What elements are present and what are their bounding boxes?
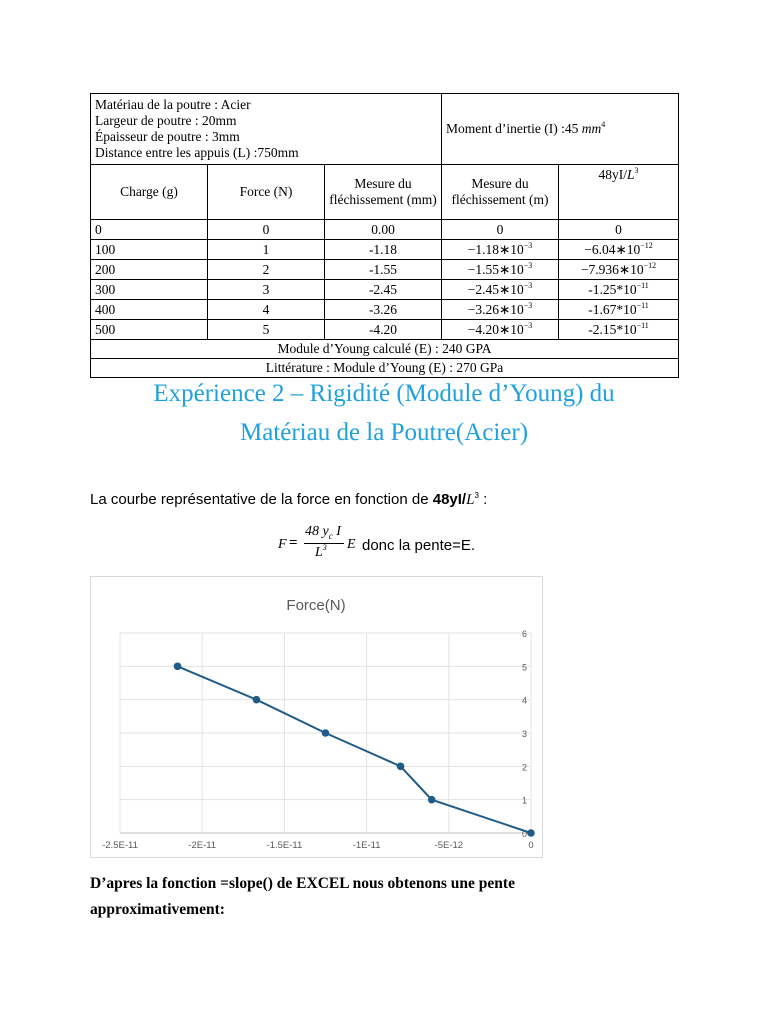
moment-cell [442,94,679,165]
cell-value: -4.20 [368,321,398,337]
footer-calculated: Module d’Young calculé (E) : 240 GPA [91,340,679,359]
cell-exponent: −3 [523,300,533,310]
table-row [91,240,679,260]
formula-num-main: 48 y [305,524,329,539]
cell-value: 300 [95,281,116,297]
cell-r [559,300,679,320]
y-tick-label: 6 [521,629,527,639]
cell-charge [91,280,208,300]
cell-exponent: −11 [636,300,649,310]
cell-exponent: −12 [640,240,653,250]
y-tick-label: 4 [521,695,527,706]
table-row [91,260,679,280]
table-row [91,320,679,340]
info-material: Matériau de la poutre : Acier [95,97,251,112]
cell-force [208,300,325,320]
intro-sentence: La courbe représentative de la force en fonction de [90,491,433,508]
heading-line-2: Matériau de la Poutre(Acier) [239,419,529,446]
x-tick-label: 0 [528,840,534,851]
data-point [527,829,535,837]
formula-factor: E [347,537,356,552]
header-charge: Charge (g) [91,165,208,220]
info-width: Largeur de poutre : 20mm [95,113,237,128]
table-row [91,280,679,300]
cell-m [442,300,559,320]
cell-value: −2.45∗10 [467,281,524,297]
cell-m [442,320,559,340]
cell-value: −7.936∗10 [580,261,644,277]
header-force: Force (N) [208,165,325,220]
cell-force [208,240,325,260]
cell-value: 0 [615,221,622,237]
y-tick-label: 3 [521,729,527,739]
cell-value: −6.04∗10 [584,241,641,257]
conclusion-line-2: approximativement: [90,901,225,918]
cell-mm [325,240,442,260]
cell-charge [91,260,208,280]
x-tick-label: -2.5E-11 [102,840,138,851]
cell-value: 4 [262,301,270,317]
data-point [397,763,405,771]
cell-value: -2.45 [368,281,398,297]
cell-value: 0.00 [371,221,395,237]
cell-r [559,240,679,260]
section-heading [84,374,684,452]
conclusion-line-1: D’apres la fonction =slope() de EXCEL nous obtenons une pente [90,875,515,892]
intro-var: L [466,492,475,508]
cell-mm [325,220,442,240]
header-ratio-exp: 3 [634,166,639,175]
y-tick-label: 0 [521,829,527,839]
x-tick-label: -1E-11 [352,840,381,851]
y-tick-label: 5 [521,662,527,673]
table-row [91,220,679,240]
cell-value: 1 [262,241,270,257]
intro-tail: : [478,491,488,508]
cell-value: 0 [95,221,102,237]
cell-exponent: −3 [523,260,533,270]
cell-force [208,280,325,300]
cell-value: −4.20∗10 [467,321,524,337]
cell-exponent: −3 [523,280,533,290]
cell-m [442,240,559,260]
formula-lhs: F [278,537,287,552]
heading-line-1: Expérience 2 – Rigidité (Module d’Young) du [153,380,615,407]
cell-charge [91,320,208,340]
formula-numerator [305,524,341,541]
cell-value: -2.15*10 [588,321,637,337]
table-row [91,300,679,320]
intro-text [90,491,487,509]
moment-label: Moment d’inertie (I) :45 [446,121,579,136]
table-body [91,220,679,340]
cell-m [442,220,559,240]
formula [278,522,538,568]
force-chart [90,576,543,858]
formula-denominator [315,545,327,561]
cell-charge [91,220,208,240]
cell-value: 400 [95,301,116,317]
cell-exponent: −3 [523,320,533,330]
cell-value: -3.26 [368,301,398,317]
formula-num-tail: I [332,524,341,539]
cell-value: -1.67*10 [588,301,637,317]
cell-value: -1.25*10 [588,281,637,297]
x-tick-label: -5E-12 [434,840,464,851]
cell-mm [325,300,442,320]
moment-unit: mm [581,121,602,136]
cell-value: −1.55∗10 [467,261,524,277]
cell-value: 0 [496,221,504,237]
intro-bold: 48yI/ [432,491,467,508]
cell-value: -1.55 [368,261,398,277]
data-point [253,696,261,704]
series-line [178,666,532,833]
moment-exp: 4 [601,120,606,129]
cell-r [559,280,679,300]
beam-info-cell [91,94,442,165]
cell-r [559,220,679,240]
cell-value: 500 [95,321,116,337]
info-thickness: Épaisseur de poutre : 3mm [95,129,240,144]
formula-equals: = [289,535,298,551]
data-point [174,663,182,671]
y-tick-label: 2 [521,762,527,773]
cell-charge [91,300,208,320]
header-mesure-mm: Mesure du fléchissement (mm) [325,165,442,220]
cell-exponent: −11 [636,280,649,290]
cell-value: −3.26∗10 [467,301,524,317]
info-span: Distance entre les appuis (L) :750mm [95,145,299,160]
cell-value: -1.18 [368,241,398,257]
x-tick-label: -1.5E-11 [266,840,303,851]
header-ratio-base: 48yI/ [598,167,627,182]
chart-svg [91,577,542,857]
y-tick-label: 1 [521,795,527,806]
formula-text: donc la pente=E. [362,537,476,554]
formula-den-exp: 3 [322,543,327,552]
x-tick-label: -2E-11 [188,840,217,851]
formula-den-main: L [315,545,323,560]
cell-r [559,260,679,280]
header-mesure-m: Mesure du fléchissement (m) [442,165,559,220]
cell-force [208,220,325,240]
cell-value: 200 [95,261,116,277]
cell-value: 2 [262,261,270,277]
cell-mm [325,320,442,340]
cell-value: 0 [262,221,270,237]
data-table [90,93,679,378]
footer-literature: Littérature : Module d’Young (E) : 270 GPa [91,359,679,378]
header-ratio [559,165,679,220]
cell-value: 5 [262,321,270,337]
conclusion-text [90,871,650,923]
cell-charge [91,240,208,260]
cell-value: −1.18∗10 [467,241,524,257]
cell-mm [325,280,442,300]
chart-title: Force(N) [286,597,346,614]
cell-force [208,260,325,280]
cell-value: 100 [95,241,116,257]
data-point [428,796,436,804]
cell-exponent: −3 [523,240,533,250]
formula-num-sub: c [328,530,333,541]
cell-value: 3 [262,281,270,297]
cell-m [442,280,559,300]
cell-mm [325,260,442,280]
cell-exponent: −12 [643,260,657,270]
cell-exponent: −11 [636,320,649,330]
cell-force [208,320,325,340]
header-ratio-var: L [626,167,635,182]
cell-r [559,320,679,340]
intro-exp: 3 [474,491,479,500]
data-point [322,729,330,737]
cell-m [442,260,559,280]
